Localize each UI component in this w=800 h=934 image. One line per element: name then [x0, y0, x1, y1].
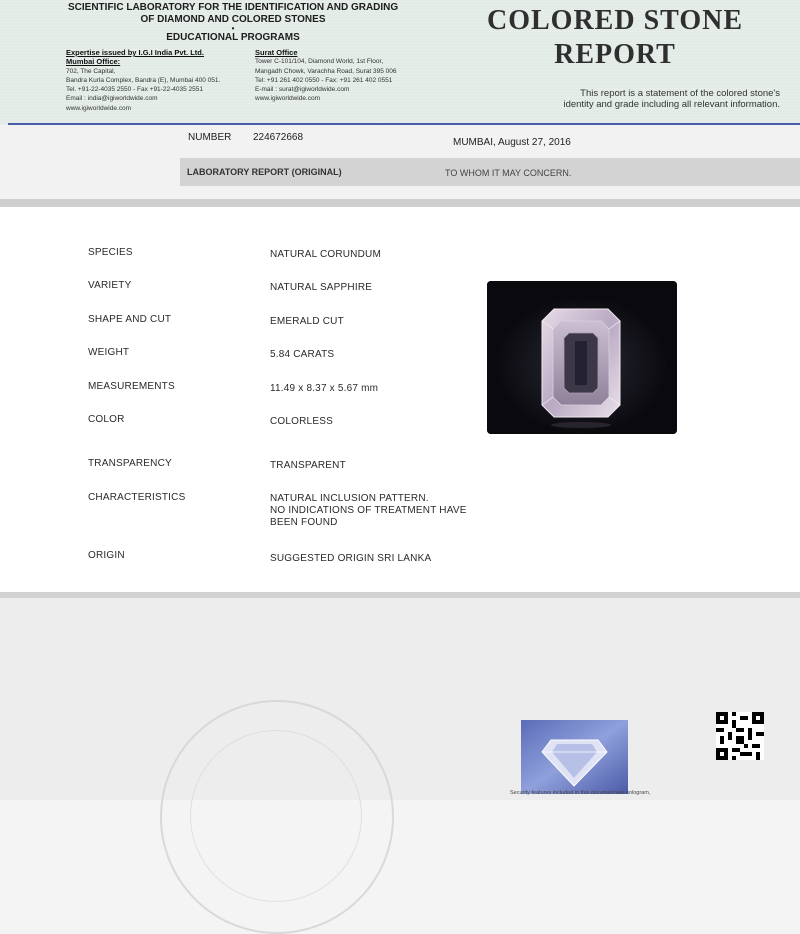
embossed-seal-inner-icon — [190, 730, 362, 902]
surat-address-line1: Tower C-101/104, Diamond World, 1st Floor, — [255, 58, 384, 66]
surat-office-heading: Surat Office — [255, 48, 298, 57]
mumbai-website: www.igiworldwide.com — [66, 104, 132, 112]
mumbai-office-heading2: Mumbai Office: — [66, 57, 121, 67]
laboratory-report-bar — [180, 158, 800, 186]
emerald-cut-gem-icon — [487, 281, 677, 434]
report-title — [430, 4, 800, 72]
mumbai-office-heading1: Expertise issued by I.G.I India Pvt. Ltd. — [66, 48, 204, 57]
report-header — [0, 0, 800, 125]
surat-address-line2: Mangadh Chowk, Varachha Road, Surat 395 006 — [255, 67, 397, 75]
characteristics-line3: BEEN FOUND — [270, 517, 338, 528]
transparency-value: TRANSPARENT — [270, 460, 346, 471]
bottom-panel — [0, 598, 800, 800]
report-city-date: MUMBAI, August 27, 2016 — [453, 137, 571, 148]
shape-cut-value: EMERALD CUT — [270, 316, 344, 327]
weight-label: WEIGHT — [88, 347, 130, 358]
surat-website: www.igiworldwide.com — [255, 95, 321, 103]
report-description — [450, 88, 780, 110]
variety-label: VARIETY — [88, 280, 132, 291]
lab-name-line2: OF DIAMOND AND COLORED STONES — [140, 14, 326, 25]
species-label: SPECIES — [88, 247, 133, 258]
variety-value: NATURAL SAPPHIRE — [270, 282, 373, 293]
characteristics-line2: NO INDICATIONS OF TREATMENT HAVE — [270, 505, 467, 516]
measurements-value: 11.49 x 8.37 x 5.67 mm — [270, 383, 379, 394]
report-number-value: 224672668 — [253, 132, 304, 143]
mumbai-email: Email : india@igiworldwide.com — [66, 95, 158, 103]
weight-value: 5.84 CARATS — [270, 349, 335, 360]
surat-phone: Tel: +91 261 402 0550 - Fax: +91 261 402 0551 — [255, 76, 393, 84]
page-fold-1 — [0, 199, 800, 207]
gemstone-photo — [487, 281, 677, 434]
lab-name-line3: EDUCATIONAL PROGRAMS — [166, 32, 300, 43]
origin-label: ORIGIN — [88, 550, 125, 561]
laboratory-report-label: LABORATORY REPORT (ORIGINAL) — [187, 167, 342, 177]
report-title-line2: REPORT — [554, 39, 676, 70]
to-whom-text: TO WHOM IT MAY CONCERN. — [445, 168, 572, 178]
security-note: Security features included in this document are hologram, — [510, 790, 651, 796]
report-description-line1: This report is a statement of the colored stone's — [580, 88, 780, 99]
qr-code-icon — [716, 712, 764, 760]
igi-hologram-icon — [521, 720, 628, 794]
characteristics-line1: NATURAL INCLUSION PATTERN. — [270, 493, 429, 504]
surat-office — [255, 48, 425, 104]
lab-name-bullet: • — [231, 24, 235, 33]
lab-name-line1: SCIENTIFIC LABORATORY FOR THE IDENTIFICATION AND GRADING — [68, 2, 399, 13]
shape-cut-label: SHAPE AND CUT — [88, 314, 172, 325]
characteristics-value — [270, 493, 490, 529]
species-value: NATURAL CORUNDUM — [270, 249, 381, 260]
report-title-line1: COLORED STONE — [487, 5, 743, 36]
color-label: COLOR — [88, 414, 125, 425]
mumbai-phone: Tel. +91-22-4035 2550 - Fax +91-22-4035 2551 — [66, 86, 203, 94]
lab-name — [68, 2, 398, 44]
surat-email: E-mail : surat@igiworldwide.com — [255, 86, 350, 94]
report-number-label: NUMBER — [188, 132, 232, 143]
color-value: COLORLESS — [270, 416, 333, 427]
transparency-label: TRANSPARENCY — [88, 458, 172, 469]
measurements-label: MEASUREMENTS — [88, 381, 175, 392]
mumbai-office — [66, 48, 251, 113]
mumbai-address-line2: Bandra Kurla Complex, Bandra (E), Mumbai 400 051. — [66, 76, 221, 84]
mumbai-address-line1: 702, The Capital, — [66, 67, 116, 75]
origin-value: SUGGESTED ORIGIN SRI LANKA — [270, 553, 432, 564]
characteristics-label: CHARACTERISTICS — [88, 492, 186, 503]
details-panel — [0, 207, 800, 592]
report-description-line2: identity and grade including all relevant information. — [563, 99, 780, 110]
